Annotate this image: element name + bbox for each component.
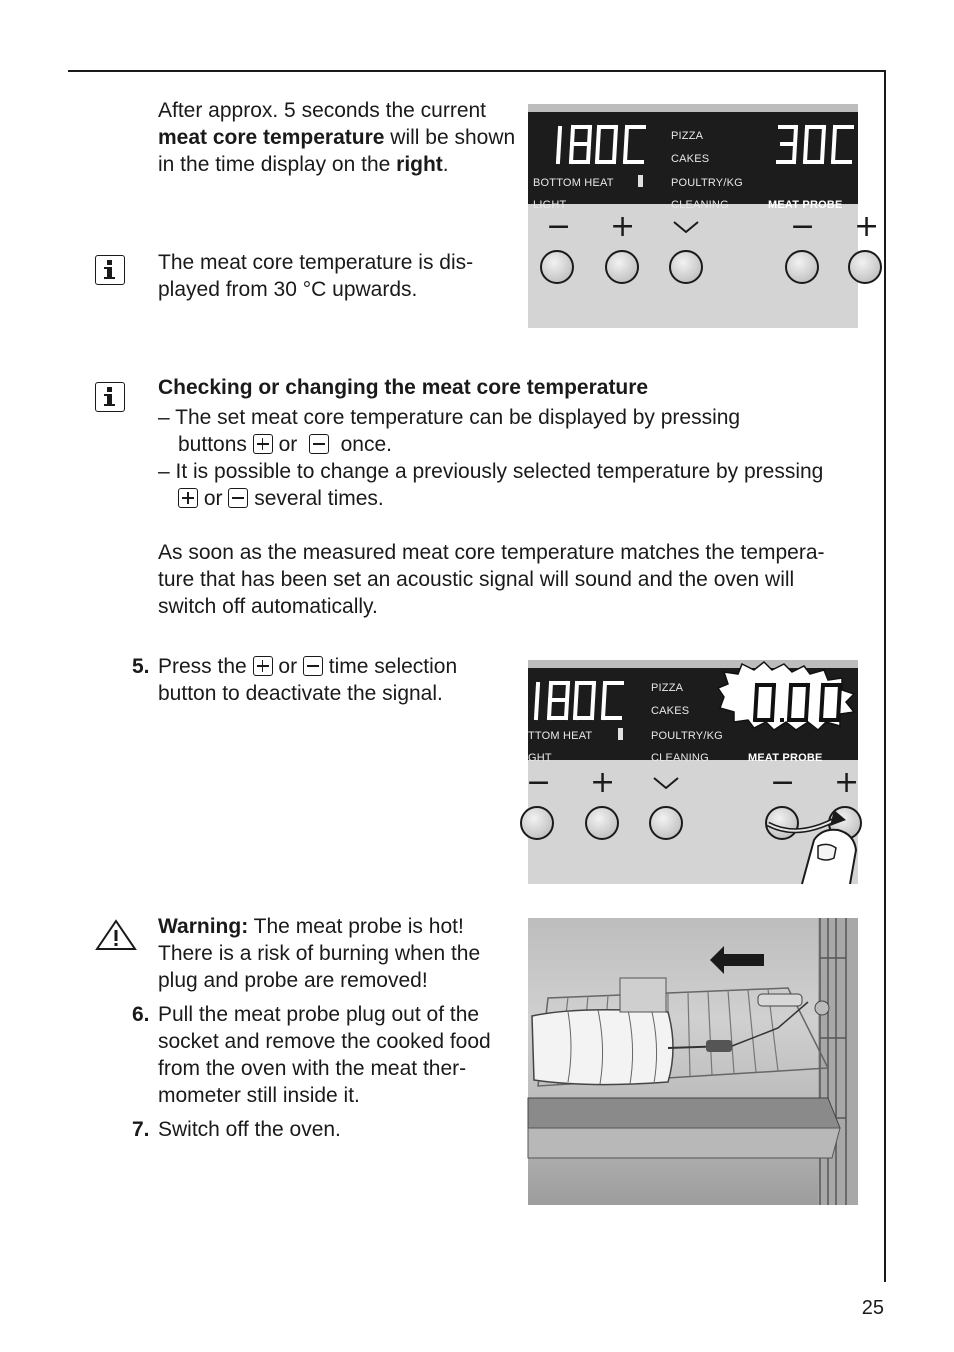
- acoustic-signal-paragraph: [158, 539, 825, 620]
- left-seven-segment-display: [530, 678, 630, 724]
- note-meat-core-display: [158, 249, 473, 303]
- label-poultry: POULTRY/KG: [671, 177, 743, 189]
- minus-glyph-right: −: [790, 209, 816, 244]
- plus-glyph-right: +: [854, 209, 880, 244]
- oven-interior-drawing: [528, 918, 858, 1205]
- display-screen: [528, 668, 858, 764]
- info-icon: [95, 382, 125, 412]
- note1-line1: The meat core temperature is dis-: [158, 251, 474, 274]
- bullet1-line1: – The set meat core temperature can be displayed by pressing: [158, 406, 741, 429]
- label-cakes: CAKES: [671, 153, 710, 165]
- label-light: GHT: [528, 752, 552, 764]
- step5-or: or: [278, 655, 298, 678]
- chevron-down-icon: [652, 776, 680, 792]
- label-cakes: CAKES: [651, 705, 690, 717]
- bullet1-buttons-text: buttons: [178, 433, 247, 456]
- left-seven-segment-display: [552, 122, 652, 168]
- para-line3: switch off automatically.: [158, 595, 378, 618]
- plus-glyph: +: [590, 765, 616, 800]
- panel-select-button: [669, 250, 703, 284]
- para-line1: As soon as the measured meat core temperature matches the tempera-: [158, 541, 825, 564]
- label-meat-probe: MEAT PROBE: [748, 752, 823, 764]
- right-seven-segment-display: [774, 122, 858, 168]
- panel-top-strip: [528, 104, 858, 112]
- step-5-line2: button to deactivate the signal.: [158, 682, 443, 705]
- label-cleaning: CLEANING: [651, 752, 709, 764]
- panel-time-minus-button: [785, 250, 819, 284]
- chevron-down-icon: [672, 220, 700, 236]
- minus-glyph-right: −: [770, 765, 796, 800]
- info-icon: [95, 255, 125, 285]
- label-pizza: PIZZA: [651, 682, 684, 694]
- label-pizza: PIZZA: [671, 130, 704, 142]
- panel-minus-button: [540, 250, 574, 284]
- label-light: LIGHT: [533, 199, 567, 211]
- panel-plus-button: [605, 250, 639, 284]
- page-number: 25: [861, 1297, 884, 1319]
- step6-line4: mometer still inside it.: [158, 1084, 360, 1107]
- right-margin-rule: [884, 70, 886, 1282]
- label-bottom-heat: BOTTOM HEAT: [533, 177, 614, 189]
- label-meat-probe: MEAT PROBE: [768, 199, 843, 211]
- indicator-bar: [618, 728, 623, 740]
- step-6-number: 6.: [132, 1003, 150, 1026]
- step6-line3: from the oven with the meat ther-: [158, 1057, 467, 1080]
- minus-button-icon: [303, 656, 323, 676]
- intro-bold-right: right: [396, 153, 443, 176]
- pressing-finger-icon: [764, 800, 858, 884]
- plus-button-icon: [253, 434, 273, 454]
- step-7-number: 7.: [132, 1118, 150, 1141]
- step6-line1: Pull the meat probe plug out of the: [158, 1003, 480, 1026]
- step6-line2: socket and remove the cooked food: [158, 1030, 491, 1053]
- control-panel-illustration-2: [528, 660, 858, 884]
- step-5-line1: [158, 653, 457, 680]
- minus-glyph: −: [546, 209, 572, 244]
- label-cleaning: CLEANING: [671, 199, 729, 211]
- step5-press-the: Press the: [158, 655, 247, 678]
- step5-time-selection: time selection: [328, 655, 458, 678]
- step-6-text: [158, 1001, 491, 1109]
- bullet1-or: or: [278, 433, 298, 456]
- bullet2-or: or: [203, 487, 223, 510]
- bullet2-line2: [178, 485, 384, 512]
- panel-select-button: [649, 806, 683, 840]
- intro-text-post: .: [442, 153, 449, 176]
- para-line2: ture that has been set an acoustic signal will sound and the oven will: [158, 568, 795, 591]
- intro-text-mid: will be shown in the time display on the: [158, 126, 516, 176]
- bullet2-line1: – It is possible to change a previously selected temperature by pressing: [158, 460, 824, 483]
- label-poultry: POULTRY/KG: [651, 730, 723, 742]
- minus-button-icon: [309, 434, 329, 454]
- panel-minus-button: [520, 806, 554, 840]
- minus-glyph: −: [526, 765, 552, 800]
- bullet2-several-times: several times.: [254, 487, 384, 510]
- display-screen: [528, 112, 858, 211]
- plus-button-icon: [178, 488, 198, 508]
- plus-glyph-right: +: [834, 765, 860, 800]
- warning-line3: plug and probe are removed!: [158, 969, 428, 992]
- step-7-text: Switch off the oven.: [158, 1118, 341, 1141]
- warning-icon: [94, 918, 138, 952]
- step-5-number: 5.: [132, 655, 150, 678]
- intro-paragraph: [158, 97, 518, 178]
- panel-time-plus-button: [848, 250, 882, 284]
- warning-line1: The meat probe is hot!: [248, 915, 464, 938]
- top-rule: [68, 70, 886, 72]
- section-heading-check-temperature: Checking or changing the meat core temperature: [158, 376, 649, 399]
- panel-plus-button: [585, 806, 619, 840]
- control-panel-illustration-1: [528, 104, 880, 328]
- intro-text-pre: After approx. 5 seconds the current: [158, 99, 487, 122]
- warning-line2: There is a risk of burning when the: [158, 942, 481, 965]
- minus-button-icon: [228, 488, 248, 508]
- warning-block: [158, 913, 480, 994]
- note1-line2: played from 30 °C upwards.: [158, 278, 418, 301]
- bullet1-line2: [178, 431, 392, 458]
- label-bottom-heat: TTOM HEAT: [528, 730, 593, 742]
- warning-label: Warning:: [158, 915, 249, 938]
- intro-bold-meat-core: meat core temperature: [158, 126, 385, 149]
- plus-button-icon: [253, 656, 273, 676]
- bullet1-once: once.: [340, 433, 392, 456]
- indicator-bar: [638, 175, 643, 187]
- right-seven-segment-display: [750, 680, 854, 726]
- oven-meat-probe-illustration: [528, 918, 858, 1205]
- plus-glyph: +: [610, 209, 636, 244]
